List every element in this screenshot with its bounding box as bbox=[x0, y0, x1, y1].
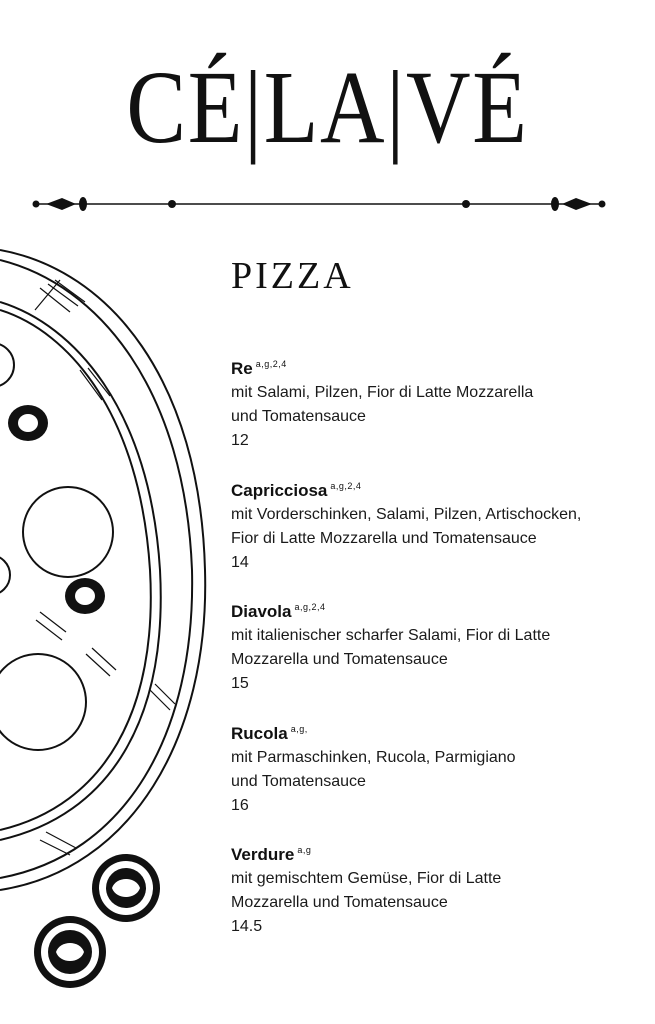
item-name bbox=[231, 717, 641, 746]
allergen-codes: a,g,2,4 bbox=[330, 480, 362, 491]
item-name bbox=[231, 595, 641, 624]
item-title: Capricciosa bbox=[231, 480, 328, 500]
menu-item bbox=[231, 352, 641, 474]
item-price: 15 bbox=[231, 675, 249, 692]
item-price: 16 bbox=[231, 796, 249, 814]
pizza-sketch-icon bbox=[0, 240, 230, 1000]
allergen-codes: a,g,2,4 bbox=[294, 602, 326, 612]
item-name bbox=[231, 838, 641, 867]
menu-item bbox=[231, 838, 641, 960]
item-description: mit Salami, Pilzen, Fior di Latte Mozzarella und Tomatensauce bbox=[231, 384, 534, 425]
menu-item bbox=[231, 474, 641, 596]
item-description: mit gemischtem Gemüse, Fior di Latte Mozzarella und Tomatensauce bbox=[231, 870, 502, 911]
item-description: mit Parmaschinken, Rucola, Parmigiano und Tomatensauce bbox=[231, 748, 516, 790]
section-title: PIZZA bbox=[231, 255, 354, 297]
allergen-codes: a,g bbox=[297, 845, 312, 855]
item-description: mit Vorderschinken, Salami, Pilzen, Artischocken, Fior di Latte Mozzarella und Tomatensauce bbox=[231, 505, 582, 547]
brand-logo: CÉ|LA|VÉ bbox=[126, 50, 529, 165]
allergen-codes: a,g, bbox=[290, 723, 308, 734]
item-price: 14.5 bbox=[231, 918, 263, 935]
item-title: Diavola bbox=[231, 602, 292, 621]
item-price: 14 bbox=[231, 553, 249, 571]
item-title: Rucola bbox=[231, 723, 288, 743]
item-name bbox=[231, 474, 641, 503]
item-title: Re bbox=[231, 359, 253, 378]
menu-list bbox=[231, 352, 641, 960]
menu-item bbox=[231, 717, 641, 839]
item-name bbox=[231, 352, 641, 381]
menu-item bbox=[231, 595, 641, 717]
ornamental-divider-icon bbox=[28, 190, 610, 218]
item-title: Verdure bbox=[231, 845, 295, 864]
item-description: mit italienischer scharfer Salami, Fior di Latte Mozzarella und Tomatensauce bbox=[231, 627, 551, 668]
item-price: 12 bbox=[231, 432, 249, 449]
allergen-codes: a,g,2,4 bbox=[255, 359, 287, 369]
